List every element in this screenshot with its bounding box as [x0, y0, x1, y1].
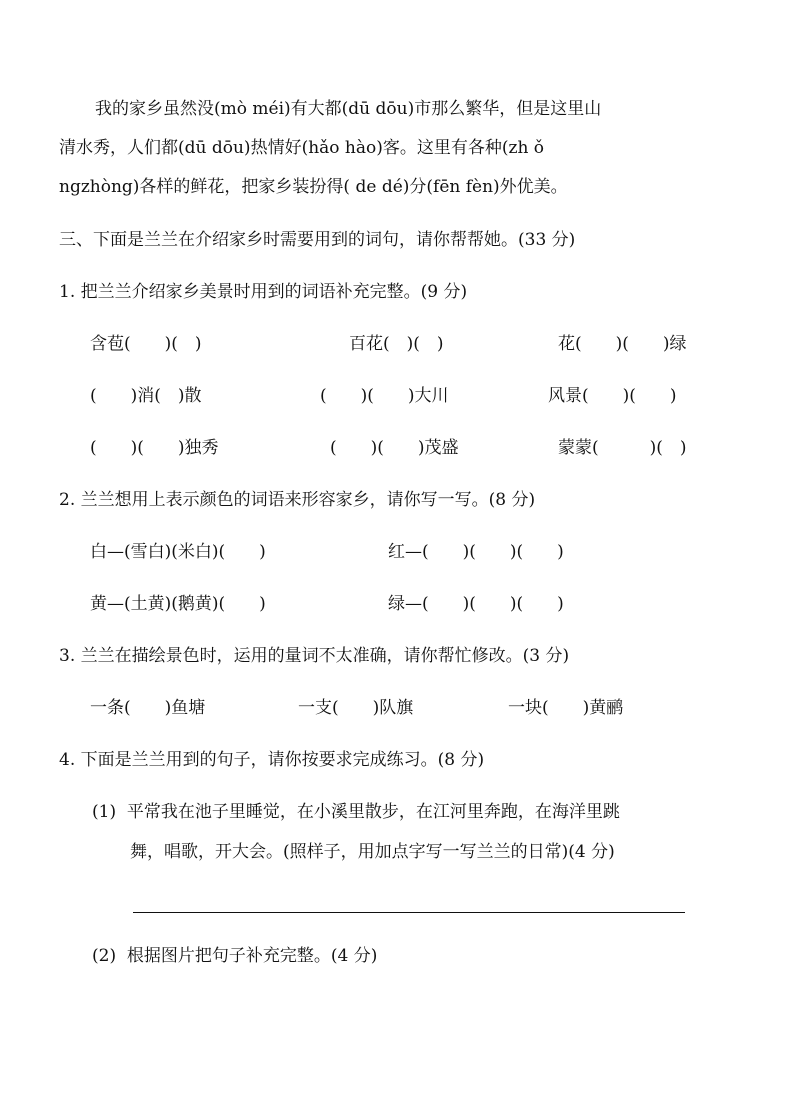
q1-blank-item[interactable]: ( )( )独秀	[90, 438, 219, 458]
q1-blank-item[interactable]: ( )( )茂盛	[330, 438, 459, 458]
section-3-heading: 三、下面是兰兰在介绍家乡时需要用到的词句，请你帮帮她。(33 分)	[59, 230, 576, 250]
answer-line[interactable]	[133, 912, 685, 913]
q1-blank-item[interactable]: 百花( )( )	[349, 334, 444, 354]
passage-line-1: 我的家乡虽然没(mò méi)有大都(dū dōu)市那么繁华，但是这里山	[95, 99, 602, 119]
q1-blank-item[interactable]: 蒙蒙( )( )	[558, 438, 687, 458]
q3-measure-item[interactable]: 一条( )鱼塘	[90, 698, 206, 718]
question-3-title: 3. 兰兰在描绘景色时，运用的量词不太准确，请你帮忙修改。(3 分)	[59, 646, 570, 666]
q2-color-item[interactable]: 绿—( )( )( )	[388, 594, 564, 614]
q2-color-item[interactable]: 黄—(土黄)(鹅黄)( )	[90, 594, 266, 614]
q2-color-item[interactable]: 白—(雪白)(米白)( )	[90, 542, 266, 562]
q3-measure-item[interactable]: 一块( )黄鹂	[508, 698, 624, 718]
question-4-title: 4. 下面是兰兰用到的句子，请你按要求完成练习。(8 分)	[59, 750, 485, 770]
question-1-title: 1. 把兰兰介绍家乡美景时用到的词语补充完整。(9 分)	[59, 282, 468, 302]
q4-sub2: (2) 根据图片把句子补充完整。(4 分)	[92, 946, 378, 966]
q4-sub1-line-2: 舞，唱歌，开大会。(照样子，用加点字写一写兰兰的日常)(4 分)	[130, 842, 615, 862]
question-2-title: 2. 兰兰想用上表示颜色的词语来形容家乡，请你写一写。(8 分)	[59, 490, 536, 510]
passage-line-2: 清水秀，人们都(dū dōu)热情好(hǎo hào)客。这里有各种(zh ǒ	[59, 138, 545, 158]
q1-blank-item[interactable]: 含苞( )( )	[90, 334, 202, 354]
q1-blank-item[interactable]: ( )( )大川	[320, 386, 449, 406]
passage-line-3: ngzhòng)各样的鲜花，把家乡装扮得( de dé)分(fēn fèn)外优美。	[59, 177, 568, 197]
q4-sub1-line-1: (1) 平常我在池子里睡觉，在小溪里散步，在江河里奔跑，在海洋里跳	[92, 802, 620, 822]
q1-blank-item[interactable]: 花( )( )绿	[558, 334, 687, 354]
q3-measure-item[interactable]: 一支( )队旗	[298, 698, 414, 718]
q2-color-item[interactable]: 红—( )( )( )	[388, 542, 564, 562]
q1-blank-item[interactable]: 风景( )( )	[548, 386, 677, 406]
q1-blank-item[interactable]: ( )消( )散	[90, 386, 202, 406]
